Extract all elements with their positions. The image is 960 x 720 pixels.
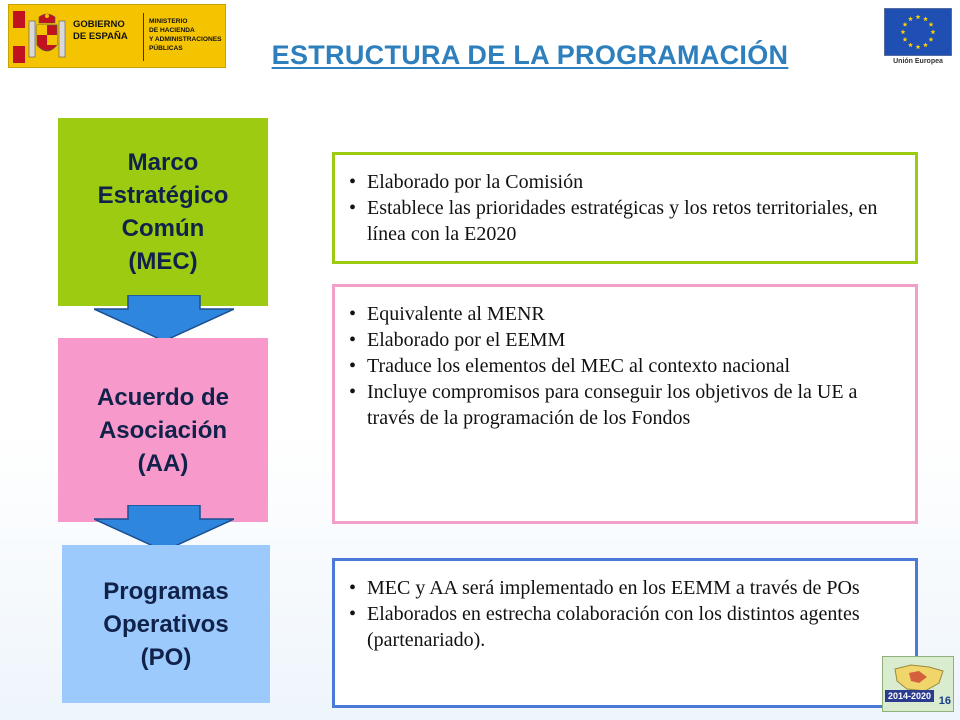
period-label: 2014-2020 xyxy=(885,690,934,702)
down-arrow-icon xyxy=(94,295,234,341)
eu-logo xyxy=(884,8,952,68)
bullet-item: • MEC y AA será implementado en los EEMM a través de POs xyxy=(343,575,905,601)
government-logo xyxy=(8,4,226,68)
bullet-item: • Elaborados en estrecha colaboración con los distintos agentes (partenariado). xyxy=(343,601,905,653)
bullet-item: • Incluye compromisos para conseguir los objetivos de la UE a través de la programación de los Fondos xyxy=(343,379,905,431)
bullet-item: • Elaborado por la Comisión xyxy=(343,169,905,195)
bullet-item: • Equivalente al MENR xyxy=(343,301,905,327)
coat-of-arms-icon xyxy=(13,11,69,63)
bullet-item: • Traduce los elementos del MEC al contexto nacional xyxy=(343,353,905,379)
logo-divider xyxy=(143,13,144,61)
page-title: ESTRUCTURA DE LA PROGRAMACIÓN xyxy=(271,40,789,70)
stage-label-mec: Marco Estratégico Común (MEC) xyxy=(97,149,229,275)
eu-label: Unión Europea xyxy=(893,58,943,65)
bullet-item: • Elaborado por el EEMM xyxy=(343,327,905,353)
bullet-list xyxy=(343,301,905,431)
stage-box-mec xyxy=(58,118,268,306)
period-logo xyxy=(882,656,954,712)
description-box-mec xyxy=(332,152,918,264)
eu-flag-icon xyxy=(884,8,952,56)
stage-box-aa xyxy=(58,338,268,522)
stage-label-aa: Acuerdo de Asociación (AA) xyxy=(96,383,230,477)
bullet-item: • Establece las prioridades estratégicas y los retos territoriales, en línea con la E2020 xyxy=(343,195,905,247)
bullet-list xyxy=(343,169,905,247)
slide-number: 16 xyxy=(938,695,951,707)
stage-box-po xyxy=(62,545,270,703)
government-name: GOBIERNO DE ESPAÑA xyxy=(73,19,128,42)
bullet-list xyxy=(343,575,905,653)
stage-label-po: Programas Operativos (PO) xyxy=(103,577,229,671)
description-box-po xyxy=(332,558,918,708)
ministry-name: MINISTERIO DE HACIENDA Y ADMINISTRACIONES PÚBLICAS xyxy=(149,18,222,52)
description-box-aa xyxy=(332,284,918,524)
